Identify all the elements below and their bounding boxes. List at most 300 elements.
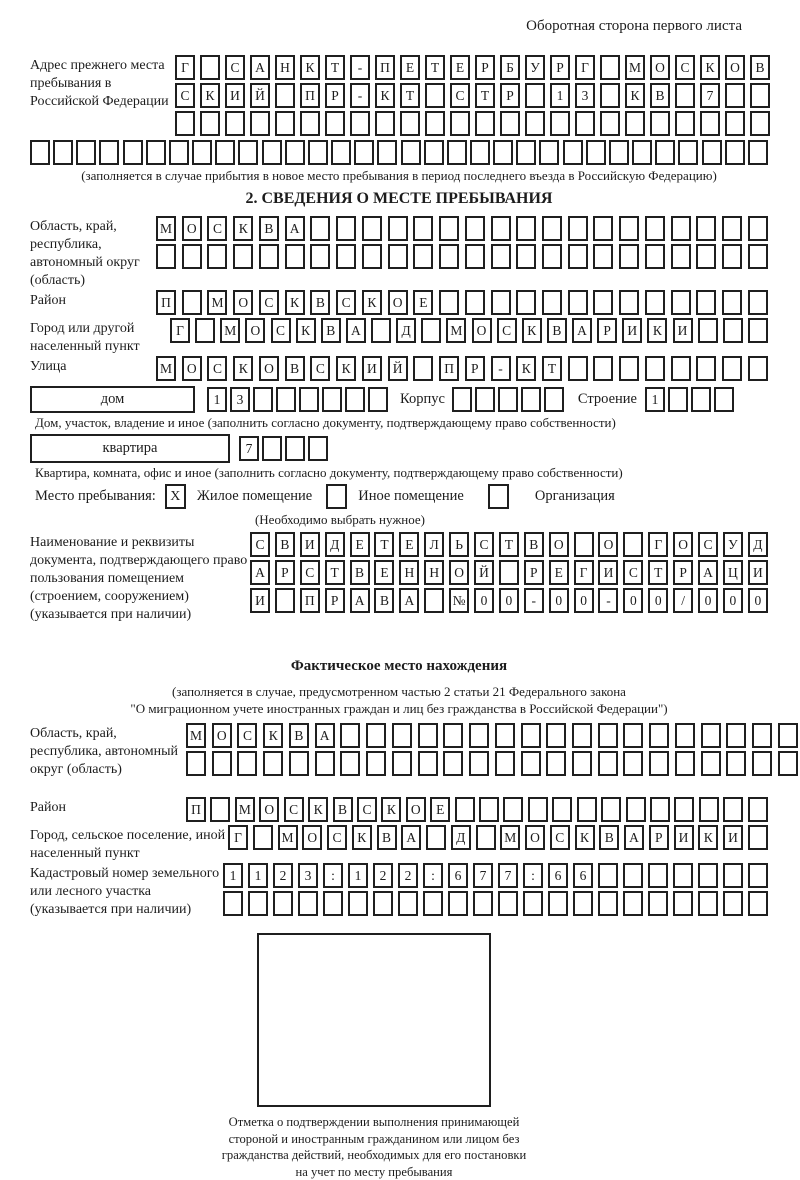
- char-cell: 1: [223, 863, 243, 888]
- char-cell: [253, 825, 273, 850]
- char-cell: [696, 244, 716, 269]
- char-cell: О: [182, 216, 202, 241]
- char-cell: [76, 140, 96, 165]
- char-cell: [223, 891, 243, 916]
- char-cell: Р: [673, 560, 693, 585]
- char-cell: [675, 723, 695, 748]
- char-cell: [476, 825, 496, 850]
- char-cell: [498, 891, 518, 916]
- char-cell: [674, 797, 694, 822]
- char-cell: [491, 244, 511, 269]
- char-cell: [156, 244, 176, 269]
- char-cell: 6: [548, 863, 568, 888]
- char-cell: О: [650, 55, 670, 80]
- char-cell: [340, 751, 360, 776]
- char-cell: [475, 111, 495, 136]
- char-cell: А: [572, 318, 592, 343]
- cells-row: [156, 216, 768, 241]
- char-cell: :: [423, 863, 443, 888]
- cells-row: [175, 83, 770, 108]
- char-cell: [723, 318, 743, 343]
- char-cell: [600, 55, 620, 80]
- field-region: [30, 216, 768, 290]
- char-cell: [192, 140, 212, 165]
- char-cell: [493, 140, 513, 165]
- char-cell: А: [285, 216, 305, 241]
- char-cell: О: [673, 532, 693, 557]
- char-cell: О: [182, 356, 202, 381]
- char-cell: [521, 723, 541, 748]
- char-cell: Р: [597, 318, 617, 343]
- char-cell: С: [497, 318, 517, 343]
- char-cell: [678, 140, 698, 165]
- char-cell: [748, 356, 768, 381]
- char-cell: [748, 290, 768, 315]
- char-cell: [525, 111, 545, 136]
- char-cell: О: [233, 290, 253, 315]
- char-cell: [443, 723, 463, 748]
- char-cell: [619, 356, 639, 381]
- char-cell: [600, 111, 620, 136]
- char-cell: [336, 216, 356, 241]
- char-cell: [748, 244, 768, 269]
- char-cell: [388, 244, 408, 269]
- char-cell: [465, 244, 485, 269]
- actual-region-label: Область, край, республика, автономный округ (область): [30, 726, 179, 777]
- char-cell: [521, 751, 541, 776]
- stay-option-other-checkbox: [326, 484, 347, 509]
- char-cell: [563, 140, 583, 165]
- char-cell: [698, 863, 718, 888]
- char-cell: М: [235, 797, 255, 822]
- char-cell: И: [748, 560, 768, 585]
- char-cell: [573, 891, 593, 916]
- char-cell: С: [207, 216, 227, 241]
- char-cell: [263, 751, 283, 776]
- char-cell: 6: [573, 863, 593, 888]
- char-cell: [413, 356, 433, 381]
- char-cell: [619, 244, 639, 269]
- char-cell: [568, 216, 588, 241]
- char-cell: [516, 140, 536, 165]
- char-cell: [516, 244, 536, 269]
- char-cell: С: [250, 532, 270, 557]
- char-cell: [362, 244, 382, 269]
- char-cell: 0: [474, 588, 494, 613]
- char-cell: [200, 111, 220, 136]
- char-cell: 0: [698, 588, 718, 613]
- char-cell: А: [346, 318, 366, 343]
- char-cell: [523, 891, 543, 916]
- stay-option-organization-label: Организация: [534, 488, 615, 504]
- char-cell: [671, 290, 691, 315]
- char-cell: [475, 387, 495, 412]
- char-cell: [748, 825, 768, 850]
- char-cell: [542, 290, 562, 315]
- char-cell: [491, 216, 511, 241]
- char-cell: [289, 751, 309, 776]
- char-cell: 1: [207, 387, 227, 412]
- char-cell: С: [357, 797, 377, 822]
- char-cell: И: [622, 318, 642, 343]
- prev-address-rows: [175, 55, 770, 139]
- char-cell: 0: [648, 588, 668, 613]
- char-cell: [645, 216, 665, 241]
- stay-option-other-label: Иное помещение: [358, 488, 464, 504]
- char-cell: К: [522, 318, 542, 343]
- char-cell: [702, 140, 722, 165]
- cadastre-rows: [223, 863, 768, 919]
- apartment-row: [30, 434, 768, 463]
- char-cell: [609, 140, 629, 165]
- char-cell: В: [289, 723, 309, 748]
- char-cell: [250, 111, 270, 136]
- char-cell: [723, 891, 743, 916]
- char-cell: И: [673, 318, 693, 343]
- char-cell: [465, 216, 485, 241]
- char-cell: П: [439, 356, 459, 381]
- char-cell: Д: [325, 532, 345, 557]
- header-note: Оборотная сторона первого листа: [526, 18, 742, 34]
- char-cell: О: [212, 723, 232, 748]
- char-cell: К: [200, 83, 220, 108]
- char-cell: [423, 891, 443, 916]
- char-cell: [340, 723, 360, 748]
- char-cell: К: [362, 290, 382, 315]
- field-cadastre: [30, 863, 768, 919]
- char-cell: [248, 891, 268, 916]
- stay-option-organization-checkbox: [488, 484, 509, 509]
- char-cell: М: [446, 318, 466, 343]
- cells-row: [156, 356, 768, 381]
- korpus-label: Корпус: [400, 391, 445, 407]
- char-cell: Г: [574, 560, 594, 585]
- char-cell: Г: [170, 318, 190, 343]
- char-cell: [195, 318, 215, 343]
- char-cell: [186, 751, 206, 776]
- char-cell: 1: [550, 83, 570, 108]
- char-cell: [593, 216, 613, 241]
- char-cell: [315, 751, 335, 776]
- char-cell: Т: [325, 560, 345, 585]
- char-cell: [623, 723, 643, 748]
- char-cell: Р: [275, 560, 295, 585]
- char-cell: В: [650, 83, 670, 108]
- char-cell: [698, 318, 718, 343]
- char-cell: О: [598, 532, 618, 557]
- char-cell: [300, 111, 320, 136]
- cells-row: [186, 797, 768, 822]
- char-cell: [568, 356, 588, 381]
- char-cell: :: [323, 863, 343, 888]
- char-cell: О: [388, 290, 408, 315]
- char-cell: -: [598, 588, 618, 613]
- char-cell: Г: [228, 825, 248, 850]
- char-cell: Б: [500, 55, 520, 80]
- char-cell: [623, 751, 643, 776]
- char-cell: [285, 436, 305, 461]
- cells-row: [223, 863, 768, 888]
- char-cell: [673, 863, 693, 888]
- city-label: Город или другой населенный пункт: [30, 321, 140, 354]
- char-cell: [593, 290, 613, 315]
- char-cell: Й: [474, 560, 494, 585]
- house-cells: [207, 387, 388, 412]
- char-cell: [675, 111, 695, 136]
- char-cell: В: [750, 55, 770, 80]
- district-label: Район: [30, 293, 66, 308]
- char-cell: [398, 891, 418, 916]
- char-cell: [325, 111, 345, 136]
- char-cell: В: [599, 825, 619, 850]
- char-cell: [401, 140, 421, 165]
- char-cell: Т: [475, 83, 495, 108]
- char-cell: [575, 111, 595, 136]
- char-cell: К: [300, 55, 320, 80]
- char-cell: Г: [175, 55, 195, 80]
- korpus-cells: [452, 387, 564, 412]
- field-actual-district: [30, 797, 768, 825]
- char-cell: [750, 83, 770, 108]
- char-cell: [593, 244, 613, 269]
- actual-district-label: Район: [30, 800, 66, 815]
- region-label: Область, край, республика, автономный округ (область): [30, 219, 140, 288]
- char-cell: С: [623, 560, 643, 585]
- char-cell: [200, 55, 220, 80]
- char-cell: [308, 140, 328, 165]
- char-cell: Г: [575, 55, 595, 80]
- char-cell: Т: [400, 83, 420, 108]
- char-cell: 0: [748, 588, 768, 613]
- field-district: [30, 290, 768, 318]
- char-cell: И: [723, 825, 743, 850]
- char-cell: К: [233, 356, 253, 381]
- char-cell: [273, 891, 293, 916]
- char-cell: [413, 244, 433, 269]
- char-cell: Ц: [723, 560, 743, 585]
- char-cell: М: [207, 290, 227, 315]
- char-cell: Т: [542, 356, 562, 381]
- char-cell: Р: [325, 588, 345, 613]
- cells-row: [186, 723, 798, 748]
- char-cell: О: [725, 55, 745, 80]
- char-cell: [574, 532, 594, 557]
- char-cell: А: [698, 560, 718, 585]
- char-cell: -: [491, 356, 511, 381]
- char-cell: Н: [424, 560, 444, 585]
- char-cell: Р: [524, 560, 544, 585]
- char-cell: Р: [500, 83, 520, 108]
- char-cell: 2: [273, 863, 293, 888]
- char-cell: [748, 891, 768, 916]
- char-cell: [310, 216, 330, 241]
- char-cell: С: [698, 532, 718, 557]
- char-cell: [469, 751, 489, 776]
- char-cell: [655, 140, 675, 165]
- char-cell: [345, 387, 365, 412]
- char-cell: [495, 751, 515, 776]
- char-cell: С: [675, 55, 695, 80]
- char-cell: [722, 356, 742, 381]
- char-cell: Н: [275, 55, 295, 80]
- actual-location-caption-1: (заполняется в случае, предусмотренном частью 2 статьи 21 Федерального закона: [172, 684, 626, 699]
- char-cell: О: [525, 825, 545, 850]
- stay-type-label: Место пребывания:: [35, 488, 156, 504]
- char-cell: [413, 216, 433, 241]
- cells-row: [186, 751, 798, 776]
- char-cell: М: [156, 356, 176, 381]
- char-cell: [625, 111, 645, 136]
- char-cell: [503, 797, 523, 822]
- char-cell: [623, 891, 643, 916]
- char-cell: [649, 751, 669, 776]
- char-cell: 3: [230, 387, 250, 412]
- char-cell: [542, 244, 562, 269]
- char-cell: [650, 111, 670, 136]
- char-cell: С: [327, 825, 347, 850]
- char-cell: 7: [700, 83, 720, 108]
- char-cell: [568, 244, 588, 269]
- cells-row: [250, 560, 768, 585]
- char-cell: [276, 387, 296, 412]
- apartment-label-box: квартира: [30, 434, 230, 463]
- char-cell: [546, 751, 566, 776]
- char-cell: [544, 387, 564, 412]
- char-cell: Т: [374, 532, 394, 557]
- char-cell: С: [225, 55, 245, 80]
- char-cell: Е: [350, 532, 370, 557]
- char-cell: О: [406, 797, 426, 822]
- char-cell: Ь: [449, 532, 469, 557]
- char-cell: [99, 140, 119, 165]
- char-cell: [498, 387, 518, 412]
- char-cell: Д: [396, 318, 416, 343]
- char-cell: [650, 797, 670, 822]
- char-cell: С: [474, 532, 494, 557]
- char-cell: [392, 723, 412, 748]
- char-cell: Т: [648, 560, 668, 585]
- char-cell: Е: [450, 55, 470, 80]
- char-cell: [691, 387, 711, 412]
- char-cell: [668, 387, 688, 412]
- actual-location-title: Фактическое место нахождения: [290, 658, 508, 674]
- char-cell: [362, 216, 382, 241]
- actual-location-caption-2: "О миграционном учете иностранных граждан и лиц без гражданства в Российской Федерации"): [130, 701, 668, 716]
- char-cell: [479, 797, 499, 822]
- char-cell: [310, 244, 330, 269]
- cells-row: [156, 244, 768, 269]
- char-cell: [400, 111, 420, 136]
- char-cell: П: [156, 290, 176, 315]
- field-street: [30, 356, 768, 384]
- char-cell: [212, 751, 232, 776]
- char-cell: В: [259, 216, 279, 241]
- char-cell: [528, 797, 548, 822]
- char-cell: В: [285, 356, 305, 381]
- char-cell: [500, 111, 520, 136]
- char-cell: [285, 140, 305, 165]
- char-cell: [450, 111, 470, 136]
- char-cell: В: [377, 825, 397, 850]
- char-cell: [748, 797, 768, 822]
- char-cell: [778, 723, 798, 748]
- char-cell: [169, 140, 189, 165]
- char-cell: [726, 751, 746, 776]
- char-cell: [598, 723, 618, 748]
- char-cell: [215, 140, 235, 165]
- char-cell: [645, 356, 665, 381]
- char-cell: -: [524, 588, 544, 613]
- char-cell: Е: [430, 797, 450, 822]
- char-cell: [598, 751, 618, 776]
- char-cell: 7: [473, 863, 493, 888]
- char-cell: В: [547, 318, 567, 343]
- char-cell: [439, 244, 459, 269]
- char-cell: Е: [549, 560, 569, 585]
- char-cell: [649, 723, 669, 748]
- char-cell: И: [598, 560, 618, 585]
- char-cell: К: [352, 825, 372, 850]
- char-cell: [572, 723, 592, 748]
- char-cell: У: [525, 55, 545, 80]
- char-cell: С: [336, 290, 356, 315]
- cells-row: [228, 825, 768, 850]
- char-cell: И: [362, 356, 382, 381]
- char-cell: К: [375, 83, 395, 108]
- char-cell: [182, 244, 202, 269]
- char-cell: [469, 723, 489, 748]
- cells-row: [156, 290, 768, 315]
- char-cell: Е: [400, 55, 420, 80]
- document-label: Наименование и реквизиты документа, подтверждающего право пользования помещением (строением, сооружением) (указывается при наличии): [30, 535, 248, 622]
- char-cell: У: [723, 532, 743, 557]
- char-cell: [331, 140, 351, 165]
- char-cell: [548, 891, 568, 916]
- char-cell: [752, 751, 772, 776]
- char-cell: [598, 891, 618, 916]
- char-cell: Р: [649, 825, 669, 850]
- char-cell: [701, 751, 721, 776]
- char-cell: К: [336, 356, 356, 381]
- char-cell: [748, 216, 768, 241]
- char-cell: [375, 111, 395, 136]
- char-cell: М: [625, 55, 645, 80]
- char-cell: [465, 290, 485, 315]
- char-cell: [752, 723, 772, 748]
- char-cell: [470, 140, 490, 165]
- char-cell: [371, 318, 391, 343]
- char-cell: И: [300, 532, 320, 557]
- char-cell: [473, 891, 493, 916]
- char-cell: [600, 83, 620, 108]
- char-cell: [552, 797, 572, 822]
- char-cell: К: [647, 318, 667, 343]
- char-cell: [275, 83, 295, 108]
- char-cell: К: [233, 216, 253, 241]
- char-cell: С: [284, 797, 304, 822]
- char-cell: [623, 532, 643, 557]
- char-cell: К: [263, 723, 283, 748]
- street-label: Улица: [30, 359, 67, 374]
- char-cell: А: [401, 825, 421, 850]
- char-cell: В: [524, 532, 544, 557]
- field-document: [30, 532, 768, 644]
- char-cell: [439, 290, 459, 315]
- field-actual-city: [30, 825, 768, 863]
- char-cell: П: [186, 797, 206, 822]
- stroenie-label: Строение: [577, 391, 637, 407]
- char-cell: Й: [388, 356, 408, 381]
